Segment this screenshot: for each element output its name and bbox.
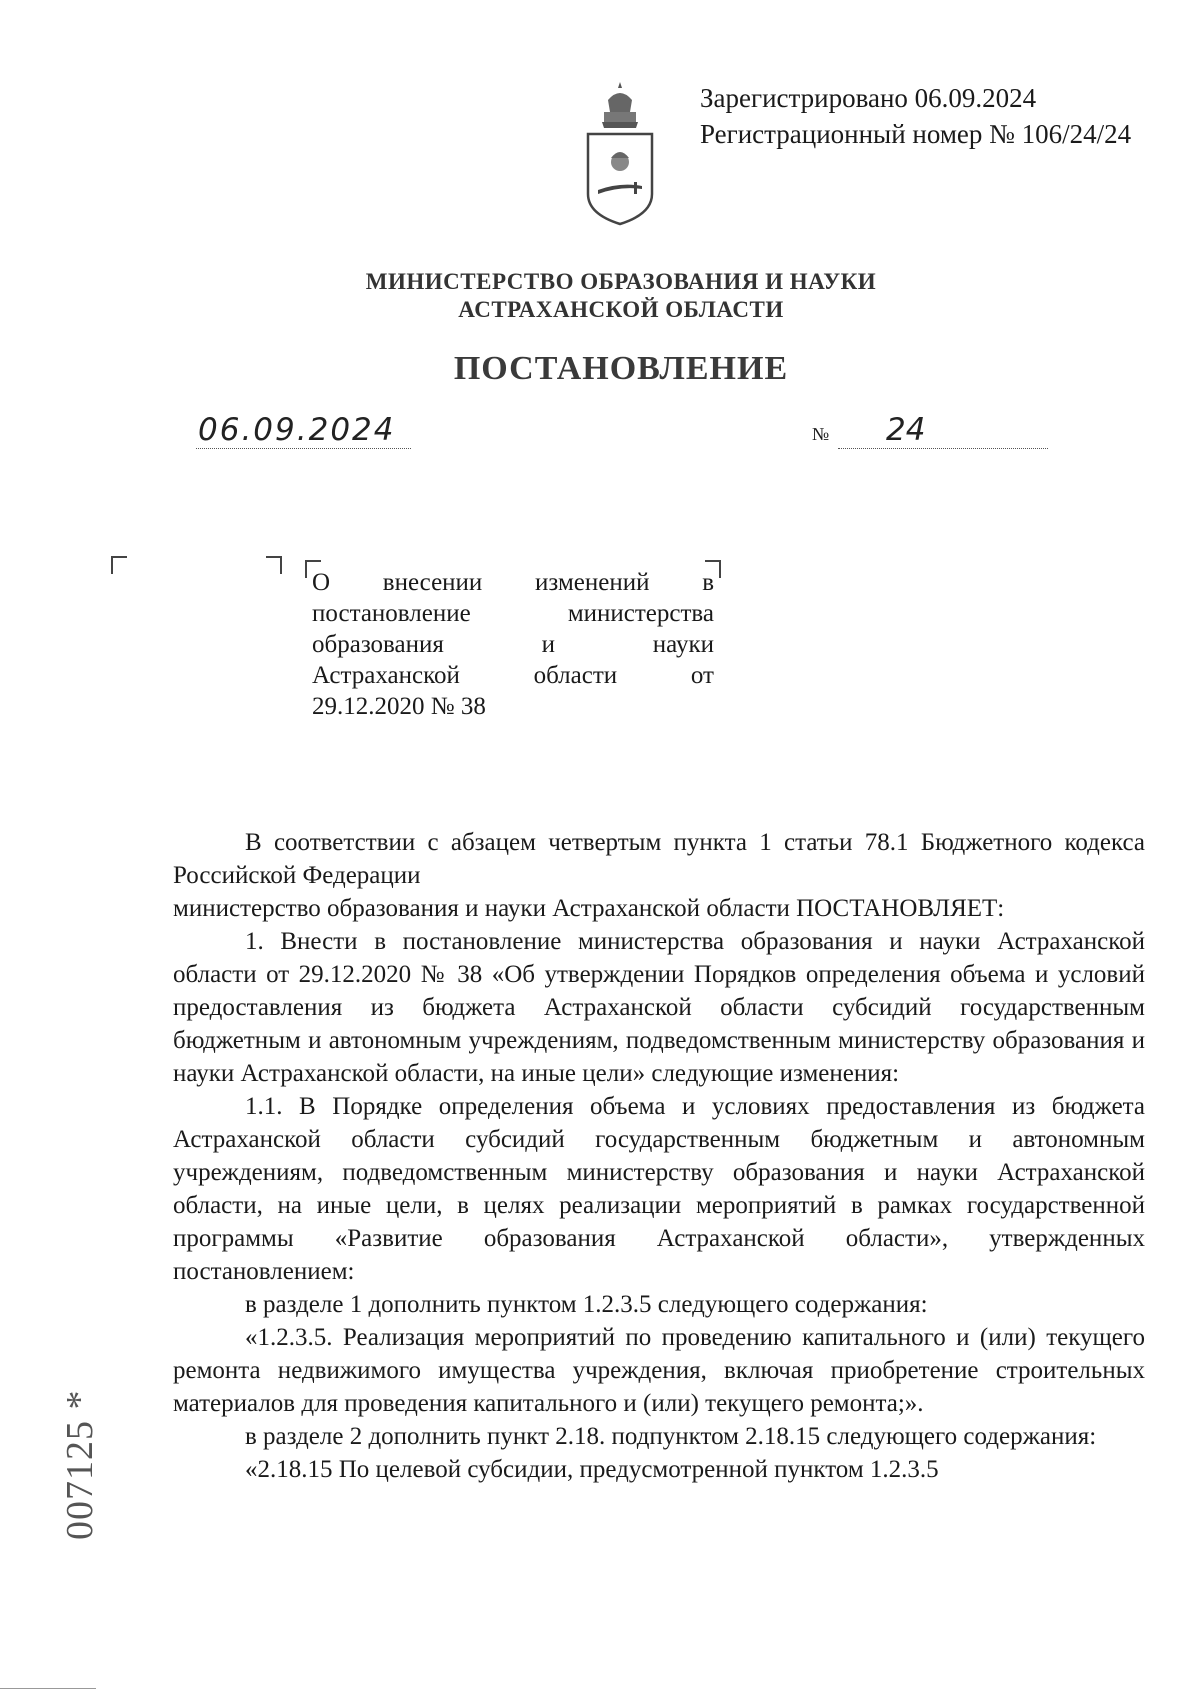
registration-date: Зарегистрировано 06.09.2024	[700, 83, 1037, 113]
body-paragraph: министерство образования и науки Астраханской области ПОСТАНОВЛЯЕТ:	[173, 895, 1005, 922]
page-edge-rule	[0, 1688, 96, 1689]
number-label: №	[812, 424, 830, 444]
coat-of-arms-icon	[580, 78, 660, 226]
registration-number: Регистрационный номер № 106/24/24	[700, 119, 1132, 149]
ministry-line-2: АСТРАХАНСКОЙ ОБЛАСТИ	[458, 297, 784, 322]
subject-line: образования и науки	[312, 631, 714, 658]
handwritten-number: 24	[886, 412, 926, 448]
document-number-field	[838, 412, 1048, 449]
subject-line: Астраханской области от	[312, 662, 714, 689]
subject-line: постановление министерства	[312, 600, 714, 627]
body-paragraph: «2.18.15 По целевой субсидии, предусмотренной пунктом 1.2.3.5	[245, 1456, 939, 1483]
subject-line: 29.12.2020 № 38	[312, 693, 486, 720]
serial-number: 007125 *	[59, 1389, 101, 1540]
handwritten-date: 06.09.2024	[198, 412, 396, 448]
body-paragraph: в разделе 2 дополнить пункт 2.18. подпунктом 2.18.15 следующего содержания:	[245, 1423, 1097, 1450]
body-paragraph: 1. Внести в постановление министерства образования и науки Астраханской области от 29.12.2020 № 38 «Об утверждении Порядков определения объема и условий предоставления из бюджета Астраханской области субсидий государственным бюджетным и автономным учреждениям, подведомственным министерству образования и науки Астраханской области, на иные цели» следующие изменения:	[173, 928, 1145, 1087]
document-date-field	[196, 412, 411, 449]
document-body	[173, 826, 1145, 1486]
ministry-name	[0, 268, 1200, 324]
body-paragraph: в разделе 1 дополнить пунктом 1.2.3.5 следующего содержания:	[245, 1291, 928, 1318]
document-subject	[312, 567, 714, 722]
document-type: ПОСТАНОВЛЕНИЕ	[453, 350, 789, 387]
body-paragraph: «1.2.3.5. Реализация мероприятий по проведению капитального и (или) текущего ремонта недвижимого имущества учреждения, включая приобретение строительных материалов для проведения капитального и (или) текущего ремонта;».	[173, 1324, 1145, 1417]
corner-mark	[111, 556, 127, 574]
body-paragraph: 1.1. В Порядке определения объема и условиях предоставления из бюджета Астраханской области субсидий государственным бюджетным и автономным учреждениям, подведомственным министерству образования и науки Астраханской области, на иные цели, в целях реализации мероприятий в рамках государственной программы «Развитие образования Астраханской области», утвержденных постановлением:	[173, 1093, 1145, 1285]
subject-line: О внесении изменений в	[312, 569, 714, 596]
corner-mark	[266, 556, 282, 574]
body-paragraph: В соответствии с абзацем четвертым пункта 1 статьи 78.1 Бюджетного кодекса Российской Федерации	[173, 829, 1145, 889]
ministry-line-1: МИНИСТЕРСТВО ОБРАЗОВАНИЯ И НАУКИ	[365, 269, 877, 294]
registration-stamp	[700, 80, 1131, 152]
serial-stamp	[52, 1210, 112, 1540]
